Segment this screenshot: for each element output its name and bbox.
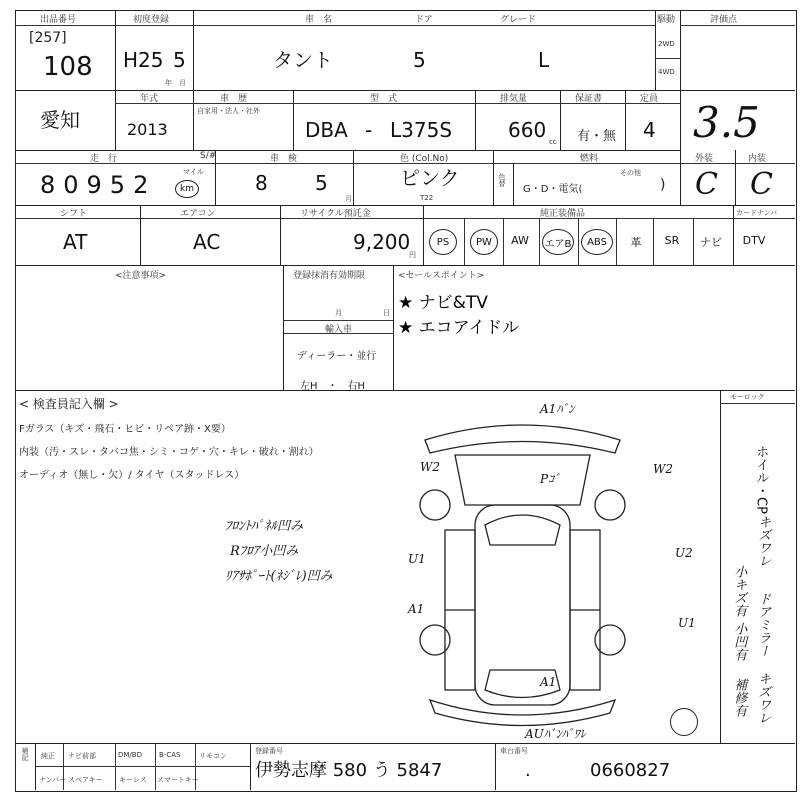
interior-value: C — [750, 167, 773, 202]
drive-2wd: 2WD — [658, 40, 675, 48]
history-sub: 自家用・法人・社外 — [197, 107, 260, 115]
car-diagram — [415, 405, 630, 740]
bottom-r1-1: ナビ前部 — [68, 752, 96, 760]
equip-abs: ABS — [581, 229, 613, 255]
import-type: ディーラー・並行 — [297, 351, 377, 362]
equip-sr: SR — [664, 234, 680, 247]
grade-value: L — [538, 48, 550, 72]
import-handle: 左H ・ 右H — [300, 381, 366, 392]
displacement-unit: cc — [549, 138, 557, 146]
mark-left-mid: U1 — [408, 552, 426, 566]
bottom-check-label: 補記 — [21, 747, 29, 761]
equip-aw: AW — [511, 234, 529, 247]
doors-value: 5 — [413, 48, 426, 72]
color-code: T22 — [420, 194, 434, 202]
plate-label: 登録番号 — [255, 747, 283, 755]
side-hand-2: 小キズ有 — [731, 565, 747, 617]
equip-pw: PW — [470, 229, 498, 255]
card-label: カードナンバ — [736, 209, 778, 217]
shift-label: シフト — [60, 209, 88, 219]
expiry-day: 日 — [383, 309, 390, 317]
type-dash: - — [365, 118, 373, 142]
bottom-r2-2: キーレス — [119, 776, 147, 784]
row-divider — [15, 90, 795, 91]
score-value: 3.5 — [693, 98, 760, 147]
fuel-label: 燃料 — [580, 154, 599, 164]
type-code: L375S — [390, 118, 453, 142]
spare-wheel-icon — [670, 708, 698, 736]
warranty-value: 有・無 — [577, 129, 617, 144]
inspector-line-3: オーディオ（無し・欠）/ タイヤ（スタッドレス） — [19, 470, 245, 481]
fuel-options: G・D・電気( — [523, 184, 583, 195]
rear-bumper-shape — [430, 700, 615, 726]
interior-label: 内装 — [748, 154, 767, 164]
mark-rear-center: A1 — [540, 675, 557, 689]
capacity-label: 定員 — [640, 94, 659, 104]
expiry-month: 月 — [335, 309, 342, 317]
aircon-label: エアコン — [180, 209, 216, 219]
equip-navi: ナビ — [700, 236, 722, 249]
bottom-r1-3: B-CAS — [159, 751, 181, 759]
meter-label: S/# — [200, 151, 217, 161]
side-printed: ホイル・CP — [753, 445, 769, 514]
hood-shape — [455, 455, 590, 505]
capacity-value: 4 — [643, 118, 656, 142]
color-change-label: 色替 — [498, 173, 506, 187]
exterior-value: C — [695, 167, 718, 202]
drive-label: 駆動 — [657, 15, 676, 25]
inspection-label: 車 検 — [270, 154, 298, 164]
first-reg-month: 5 — [173, 48, 186, 72]
lot-number: 108 — [43, 52, 93, 82]
fuel-close: ) — [660, 177, 666, 193]
mark-top: A1ﾊﾞﾝ — [540, 402, 575, 416]
wheel-front-right — [595, 490, 625, 520]
bottom-r1-0: 純正 — [41, 752, 55, 760]
car-name-label: 車 名 — [305, 15, 333, 25]
color-name: ピンク — [400, 166, 460, 190]
recycle-unit: 円 — [409, 251, 416, 259]
shift-value: AT — [63, 230, 88, 254]
model-year-value: 2013 — [127, 120, 168, 139]
inspection-unit: 月 — [345, 195, 352, 203]
exterior-label: 外装 — [695, 154, 714, 164]
model-year-label: 年式 — [140, 94, 159, 104]
bottom-r1-2: DM/BD — [118, 751, 142, 759]
auction-sheet — [15, 10, 797, 792]
inspector-label: < 検査員記入欄 > — [19, 397, 119, 411]
notes-label: <注意事項> — [115, 271, 167, 281]
aircon-value: AC — [193, 230, 221, 254]
bottom-r2-1: スペアキー — [68, 776, 103, 784]
history-label: 車 歴 — [220, 94, 248, 104]
type-prefix: DBA — [305, 118, 348, 142]
equip-leather: 革 — [630, 236, 642, 249]
equip-airbag: エアB — [542, 229, 574, 255]
mileage-unit-km: km — [175, 180, 199, 198]
vin-label: 車台番号 — [500, 747, 528, 755]
mileage-value: 80952 — [40, 171, 157, 199]
expiry-label: 登録抹消有効期限 — [293, 271, 366, 281]
lot-label: 出品番号 — [40, 15, 77, 25]
mark-right-front: W2 — [653, 462, 673, 476]
hand-note-2: Rﾌﾛｱ小凹み — [230, 544, 299, 559]
doors-label: ドア — [415, 15, 433, 25]
warranty-label: 保証書 — [575, 94, 603, 104]
recycle-value: 9,200 — [353, 230, 411, 254]
inspection-year: 8 — [255, 171, 268, 195]
windshield-shape — [485, 515, 560, 545]
grade-label: グレード — [500, 15, 537, 25]
mark-left-rear: A1 — [408, 602, 425, 616]
vin-value: 0660827 — [590, 760, 671, 781]
mileage-label: 走 行 — [90, 154, 118, 164]
first-reg-label: 初度登録 — [133, 15, 170, 25]
bottom-r1-4: リモコン — [199, 752, 227, 760]
fuel-other: その他 — [620, 169, 641, 177]
type-label: 型 式 — [370, 94, 398, 104]
sale-points-label: <セールスポイント> — [398, 271, 485, 281]
mooloc-label: モーロック — [730, 393, 765, 401]
inspection-month: 5 — [315, 171, 328, 195]
front-bumper-shape — [425, 425, 620, 453]
sale-point-2: ★ エコアイドル — [398, 318, 520, 338]
recycle-label: リサイクル預託金 — [300, 209, 371, 219]
equip-ps: PS — [429, 229, 457, 255]
mark-center: Pｺﾞ — [540, 472, 561, 486]
hand-note-3: ﾘｱｻﾎﾟｰﾄ(ﾈｼﾞﾚ)凹み — [225, 569, 333, 584]
color-label: 色 (Col.No) — [400, 154, 449, 164]
lot-bracket: [257] — [29, 30, 67, 46]
mark-right-rear: U1 — [678, 616, 696, 630]
displacement-value: 660 — [508, 118, 547, 142]
displacement-label: 排気量 — [500, 94, 528, 104]
import-label: 輸入車 — [325, 325, 353, 335]
inspector-line-2: 内装（汚・スレ・タバコ焦・シミ・コゲ・穴・キレ・破れ・割れ） — [19, 447, 319, 458]
vin-dot: . — [525, 760, 531, 781]
drive-4wd: 4WD — [658, 68, 675, 76]
region-value: 愛知 — [40, 108, 80, 132]
side-hand-4: 小凹有 — [731, 622, 747, 661]
side-hand-6: 補修有 — [731, 678, 747, 717]
side-hand-3: ドアミラー — [755, 592, 771, 657]
first-reg-era: H25 — [123, 48, 164, 72]
mark-right-mid: U2 — [675, 546, 693, 560]
mark-bottom: AUﾊﾞﾝﾊﾟﾜﾚ — [525, 727, 586, 741]
equip-dtv: DTV — [742, 234, 766, 247]
bottom-r2-0: ナンバー — [39, 776, 67, 784]
bottom-r2-3: スマートキー — [157, 776, 199, 784]
side-hand-1: キズワレ — [755, 515, 771, 567]
side-hand-5: キズワレ — [755, 672, 771, 724]
equipment-label: 純正装備品 — [540, 209, 586, 219]
car-name: タント — [273, 48, 333, 72]
hand-note-1: ﾌﾛﾝﾄﾊﾟﾈﾙ凹み — [225, 519, 304, 534]
score-label: 評価点 — [710, 15, 738, 25]
inspector-line-1: Fガラス（キズ・飛石・ヒビ・リペア跡・X要） — [19, 424, 231, 435]
mark-left-front: W2 — [420, 460, 440, 474]
sale-point-1: ★ ナビ&TV — [398, 293, 488, 313]
first-reg-sub: 年 月 — [165, 79, 186, 87]
wheel-front-left — [420, 490, 450, 520]
plate-value: 伊勢志摩 580 う 5847 — [255, 760, 443, 781]
mileage-unit-alt: マイル — [183, 168, 204, 176]
